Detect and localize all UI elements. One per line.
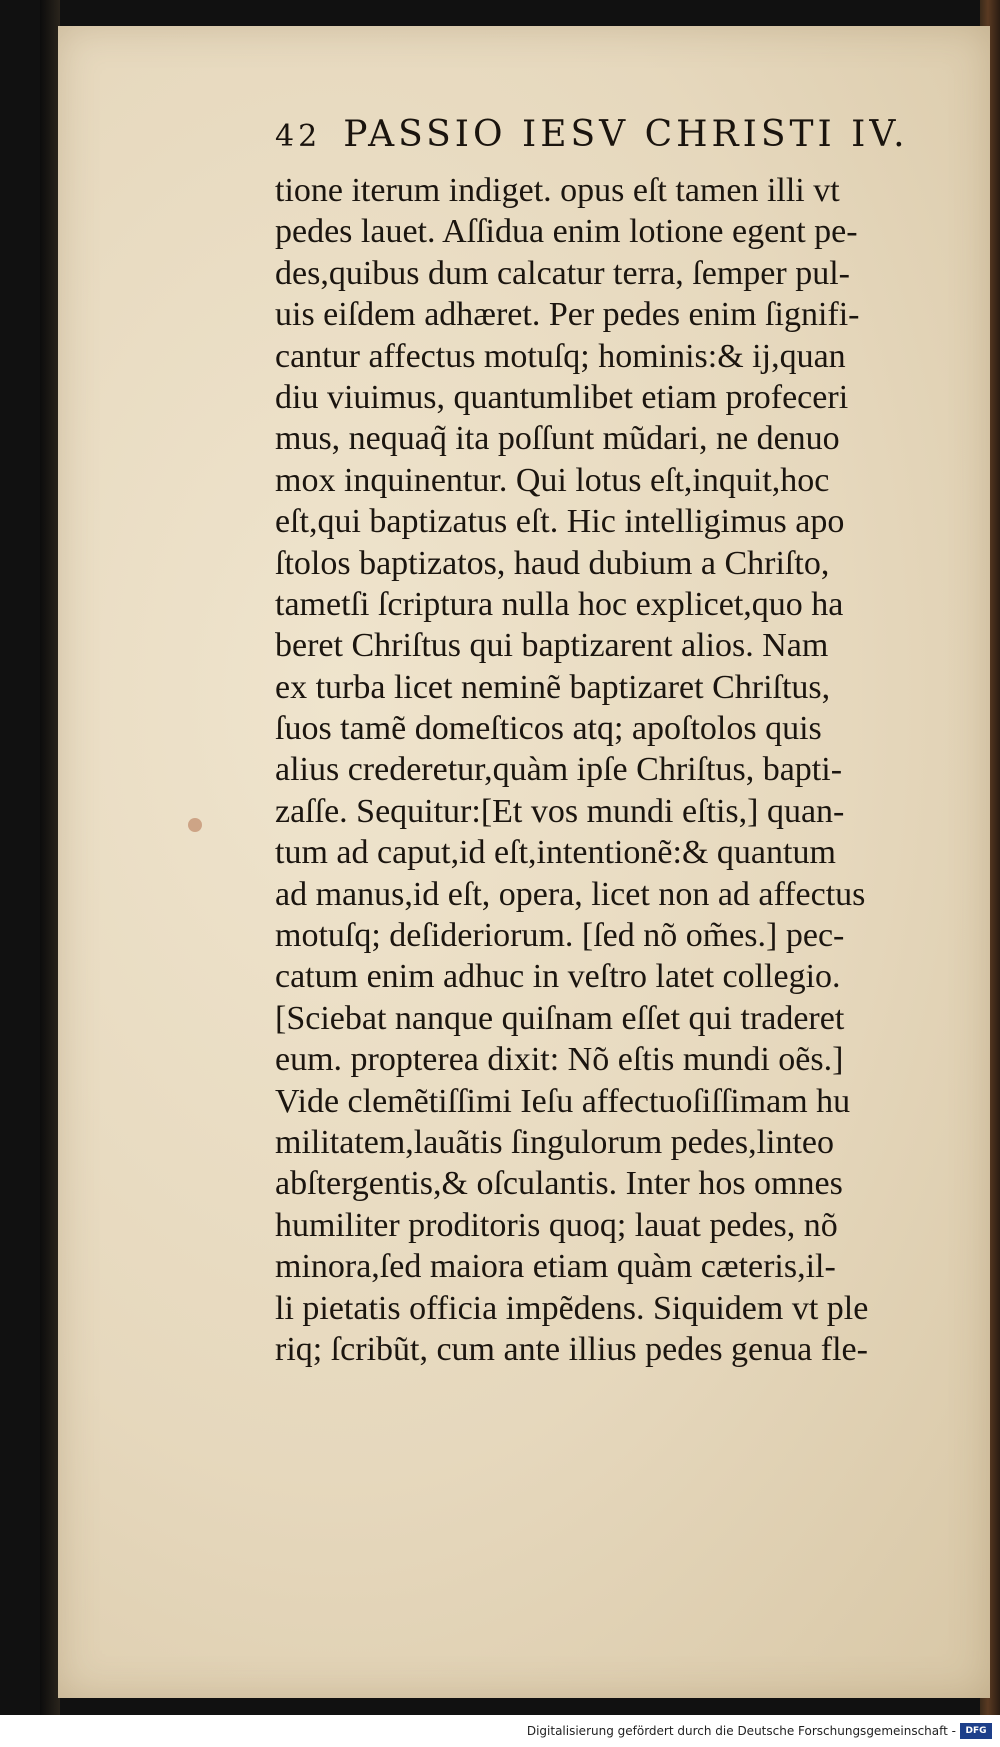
binding-edge-left: [40, 0, 60, 1715]
text-line: zaſſe. Sequitur:[Et vos mundi eſtis,] quan-: [275, 792, 845, 830]
text-line: tum ad caput,id eſt,intentionẽ:& quantum: [275, 834, 836, 872]
text-line: pedes lauet. Aſſidua enim lotione egent pe-: [275, 213, 858, 251]
text-line: alius crederetur,quàm ipſe Chriſtus, bapti-: [275, 751, 843, 789]
text-line: tametſi ſcriptura nulla hoc explicet,quo ha: [275, 585, 844, 623]
dfg-logo: DFG: [960, 1723, 992, 1739]
digitization-footer: [0, 1715, 1000, 1747]
text-line: motuſq; deſideriorum. [ſed nõ om̃es.] pec-: [275, 917, 845, 955]
text-line: tione iterum indiget. opus eſt tamen illi vt: [275, 172, 840, 209]
text-line: mox inquinentur. Qui lotus eſt,inquit,hoc: [275, 461, 830, 499]
text-line: beret Chriſtus qui baptizarent alios. Nam: [275, 627, 829, 665]
text-line: des,quibus dum calcatur terra, ſemper pul-: [275, 254, 850, 292]
text-line: Vide clemẽtiſſimi Ieſu affectuoſiſſimam hu: [275, 1082, 851, 1120]
text-line: [Sciebat nanque quiſnam eſſet qui traderet: [275, 999, 845, 1037]
funding-credit: Digitalisierung gefördert durch die Deutsche Forschungsgemeinschaft -: [526, 1724, 956, 1738]
body-text: [275, 170, 975, 1370]
running-header: [275, 114, 915, 164]
text-line: militatem,lauãtis ſingulorum pedes,linteo: [275, 1123, 835, 1161]
text-line: mus, nequaq̃ ita poſſunt mũdari, ne denuo: [275, 420, 840, 458]
ink-blot: [188, 818, 202, 832]
text-line: ad manus,id eſt, opera, licet non ad affectus: [275, 875, 866, 913]
text-line: ex turba licet neminẽ baptizaret Chriſtus,: [275, 668, 831, 706]
text-line: abſtergentis,& oſculantis. Inter hos omnes: [275, 1165, 843, 1203]
text-line: minora,ſed maiora etiam quàm cæteris,il-: [275, 1248, 836, 1286]
page-number: 42: [275, 119, 322, 154]
text-line: cantur affectus motuſq; hominis:& ij,quan: [275, 337, 846, 375]
text-line: diu viuimus, quantumlibet etiam profeceri: [275, 378, 849, 416]
text-line: ſuos tamẽ domeſticos atq; apoſtolos quis: [275, 710, 822, 748]
text-line: catum enim adhuc in veſtro latet collegio.: [275, 958, 841, 996]
text-line: eum. propterea dixit: Nõ eſtis mundi oẽs.]: [275, 1041, 844, 1079]
text-line: humiliter proditoris quoq; lauat pedes, nõ: [275, 1206, 838, 1244]
running-title: PASSIO IESV CHRISTI IV.: [343, 114, 909, 155]
text-line: li pietatis officia impẽdens. Siquidem vt ple: [275, 1289, 869, 1327]
text-line: uis eiſdem adhæret. Per pedes enim ſignifi-: [275, 296, 860, 334]
text-line: riq; ſcribũt, cum ante illius pedes genua fle-: [275, 1330, 868, 1368]
text-line: ſtolos baptizatos, haud dubium a Chriſto,: [275, 544, 830, 582]
text-line: eſt,qui baptizatus eſt. Hic intelligimus apo: [275, 503, 845, 541]
